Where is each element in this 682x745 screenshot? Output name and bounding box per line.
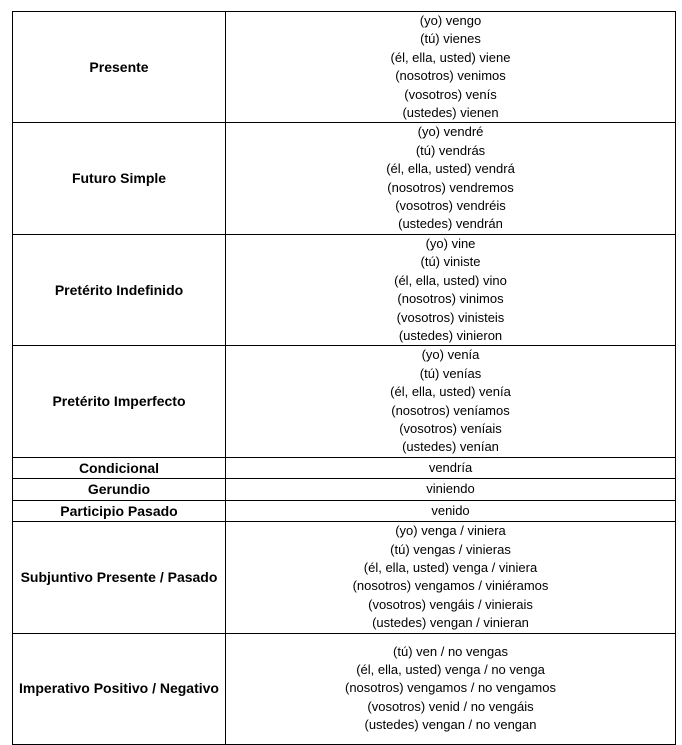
conjugation-forms bbox=[226, 633, 676, 744]
form-line: (nosotros) vengamos / viniéramos bbox=[352, 578, 549, 594]
form-line: (él, ella, usted) vendrá bbox=[386, 161, 515, 177]
form-line: (ustedes) vengan / vinieran bbox=[372, 615, 529, 631]
form-line: (tú) venías bbox=[419, 365, 482, 381]
form-line: (nosotros) veníamos bbox=[391, 402, 510, 418]
table-row bbox=[13, 522, 676, 633]
form-line: (yo) venía bbox=[421, 347, 480, 363]
tense-name: Pretérito Indefinido bbox=[13, 234, 226, 345]
form-line: (tú) ven / no vengas bbox=[393, 643, 508, 659]
tense-name: Condicional bbox=[13, 457, 226, 479]
table-row bbox=[13, 12, 676, 123]
table-row bbox=[13, 234, 676, 345]
table-row bbox=[13, 500, 676, 522]
form-line: (ustedes) venían bbox=[402, 439, 499, 455]
form-line: (nosotros) venimos bbox=[395, 68, 506, 84]
form-line: (vosotros) vendréis bbox=[395, 198, 506, 214]
form-line: (vosotros) venid / no vengáis bbox=[367, 698, 534, 714]
tense-name: Imperativo Positivo / Negativo bbox=[13, 633, 226, 744]
conjugation-forms bbox=[226, 522, 676, 633]
form-line: (yo) vengo bbox=[419, 13, 482, 28]
form-line: (vosotros) venís bbox=[404, 86, 497, 102]
form-line: (tú) vengas / vinieras bbox=[390, 541, 511, 557]
table-row bbox=[13, 457, 676, 479]
form-line: (él, ella, usted) venga / viniera bbox=[363, 560, 538, 576]
form-line: (vosotros) veníais bbox=[399, 420, 502, 436]
tense-name: Pretérito Imperfecto bbox=[13, 346, 226, 457]
table-row bbox=[13, 123, 676, 234]
form-line: (ustedes) vienen bbox=[402, 105, 499, 121]
conjugation-forms bbox=[226, 457, 676, 479]
form-line: (vosotros) vengáis / vinierais bbox=[368, 596, 533, 612]
form-line: (nosotros) vendremos bbox=[387, 179, 514, 195]
form-line: (él, ella, usted) vino bbox=[394, 272, 507, 288]
conjugation-forms bbox=[226, 12, 676, 123]
form-line: (yo) vendré bbox=[417, 124, 484, 140]
form-line: (nosotros) vengamos / no vengamos bbox=[345, 680, 556, 696]
form-line: (yo) vine bbox=[425, 235, 476, 251]
form-line: (tú) vendrás bbox=[415, 142, 486, 158]
conjugation-forms bbox=[226, 500, 676, 522]
form-line: (tú) viniste bbox=[420, 254, 481, 270]
conjugation-forms bbox=[226, 123, 676, 234]
tense-name: Gerundio bbox=[13, 479, 226, 501]
form-line: (él, ella, usted) venía bbox=[390, 384, 511, 400]
tense-name: Presente bbox=[13, 12, 226, 123]
form-line: (yo) venga / viniera bbox=[395, 523, 506, 539]
form-line: (ustedes) vinieron bbox=[398, 327, 503, 343]
conjugation-table bbox=[12, 11, 676, 745]
tense-name: Participio Pasado bbox=[13, 500, 226, 522]
form-line: (él, ella, usted) venga / no venga bbox=[356, 662, 545, 678]
form-line: venido bbox=[431, 502, 470, 518]
table-row bbox=[13, 346, 676, 457]
form-line: (nosotros) vinimos bbox=[397, 291, 504, 307]
form-line: vendría bbox=[428, 459, 473, 475]
form-line: (ustedes) vendrán bbox=[398, 216, 503, 232]
tense-name: Subjuntivo Presente / Pasado bbox=[13, 522, 226, 633]
form-line: (vosotros) vinisteis bbox=[396, 309, 505, 325]
form-line: (tú) vienes bbox=[420, 31, 481, 47]
form-line: (él, ella, usted) viene bbox=[390, 49, 511, 65]
table-row bbox=[13, 633, 676, 744]
conjugation-forms bbox=[226, 346, 676, 457]
tense-name: Futuro Simple bbox=[13, 123, 226, 234]
table-row bbox=[13, 479, 676, 501]
conjugation-forms bbox=[226, 479, 676, 501]
form-line: (ustedes) vengan / no vengan bbox=[364, 717, 537, 733]
form-line: viniendo bbox=[426, 481, 475, 497]
conjugation-forms bbox=[226, 234, 676, 345]
